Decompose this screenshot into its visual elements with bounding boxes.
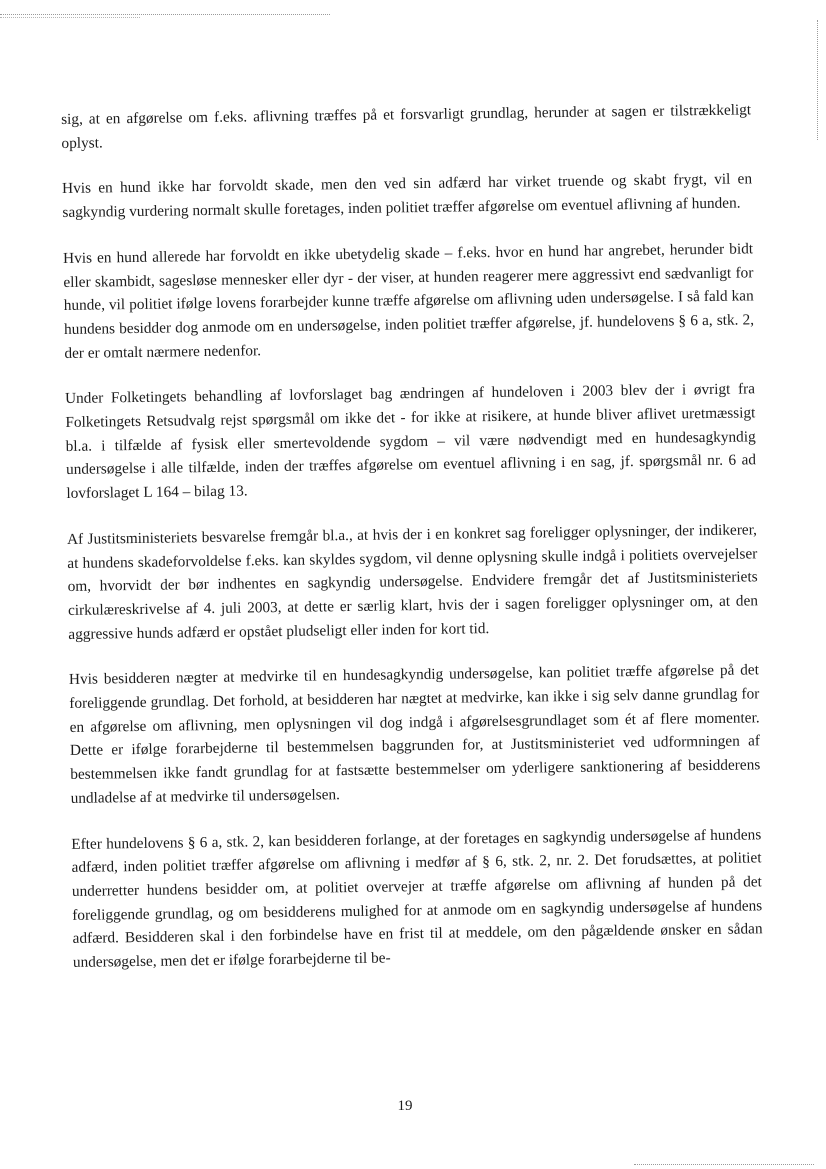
scan-edge-artifact-top [0, 14, 330, 15]
document-body [61, 98, 763, 996]
paragraph-threatening-dog: Hvis en hund ikke har forvoldt skade, men den ved sin adfærd har virket truende og skabt frygt, vil en sagkyndig vurdering normalt skulle foretages, inden politiet træffer afgørelse om eventuel aflivning af hunden. [62, 170, 753, 222]
scan-edge-artifact-right [817, 20, 818, 140]
paragraph-folketing-question: Under Folketingets behandling af lovforslaget bag ændringen af hundeloven i 2003 blev der i øvrigt fra Folketingets Retsudvalg rejst spørgsmål om ikke det - for ikke at risikere, at hunde bliver aflivet uretmæssigt bl.a. i tilfælde af fysisk eller smertevoldende sygdom – vil være nødvendigt med en hundesagkyndig undersøgelse i alle tilfælde, inden der træffes afgørelse om eventuel aflivning i en sag, jf. spørgsmål nr. 6 ad lovforslaget L 164 – bilag 13. [64, 380, 757, 503]
paragraph-damage-caused: Hvis en hund allerede har forvoldt en ikke ubetydelig skade – f.eks. hvor en hund har angrebet, herunder bidt eller skambidt, sagesløse mennesker eller dyr - der viser, at hunden reagerer mere aggressivt end sædvanligt for hunde, vil politiet ifølge lovens forarbejder kunne træffe afgørelse om aflivning uden undersøgelse. I så fald kan hundens besidder dog anmode om en undersøgelse, inden politiet træffer afgørelse, jf. hundelovens § 6 a, stk. 2, der er omtalt nærmere nedenfor. [62, 240, 755, 362]
scan-edge-artifact-top-secondary [0, 17, 140, 18]
paragraph-ministry-answer: Af Justitsministeriets besvarelse fremgår bl.a., at hvis der i en konkret sag foreligger oplysninger, der indikerer, at hundens skadeforvoldelse f.eks. kan skyldes sygdom, vil denne oplysning skulle indgå i politiets overvejelser om, hvorvidt der bør indhentes en sagkyndig undersøgelse. Endvidere fremgår det af Justitsministeriets cirkulæreskrivelse af 4. juli 2003, at dette er særlig klart, hvis der i sagen foreligger oplysninger om, at den aggressive hunds adfærd er opstået pludseligt eller inden for kort tid. [66, 521, 759, 643]
paragraph-continuation: sig, at en afgørelse om f.eks. aflivning træffes på et forsvarligt grundlag, herunder at sagen er tilstrækkeligt oplyst. [61, 101, 752, 152]
paragraph-owner-refusal: Hvis besidderen nægter at medvirke til en hundesagkyndig undersøgelse, kan politiet træffe afgørelse på det foreliggende grundlag. Det forhold, at besidderen har nægtet at medvirke, kan ikke i sig selv danne grundlag for en afgørelse om aflivning, men oplysningen vil dog indgå i afgørelsesgrundlaget som ét af flere momenter. Dette er ifølge forarbejderne til bestemmelsen baggrunden for, at Justitsministeriet ved udformningen af bestemmelsen ikke fandt grundlag for at fastsætte bestemmelser om yderligere sanktionering af besidderens undladelse af at medvirke til undersøgelsen. [68, 661, 761, 807]
page-number: 19 [397, 1098, 413, 1114]
paragraph-section-6a: Efter hundelovens § 6 a, stk. 2, kan besidderen forlange, at der foretages en sagkyndig undersøgelse af hundens adfærd, inden politiet træffer afgørelse om aflivning i medfør af § 6, stk. 2, nr. 2. Det forudsættes, at politiet underretter hundens besidder om, at politiet overvejer at træffe afgørelse om aflivning af hunden på det foreliggende grundlag, og om besidderens mulighed for at anmode om en sagkyndig undersøgelse af hundens adfærd. Besidderen skal i den forbindelse have en frist til at meddele, om den pågældende ønsker en sådan undersøgelse, men det er ifølge forarbejderne til be- [71, 825, 763, 972]
scan-edge-artifact-bottom [634, 1164, 814, 1165]
